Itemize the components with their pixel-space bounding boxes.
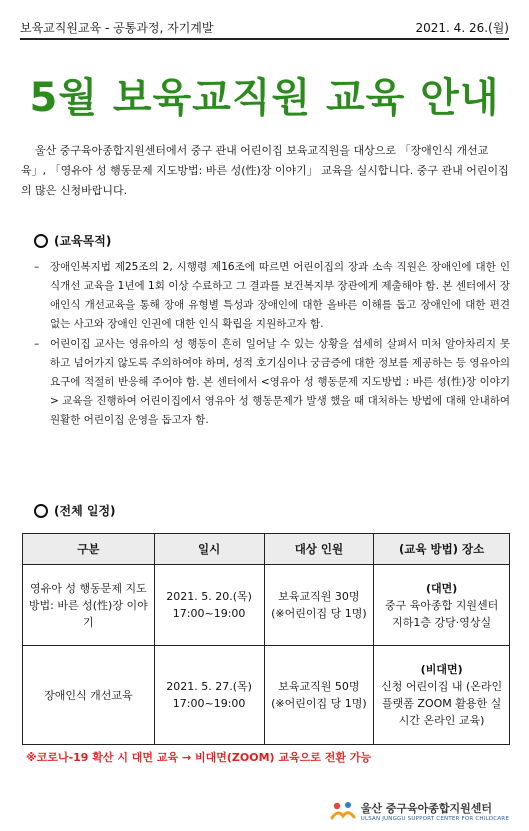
course-place xyxy=(374,646,510,745)
purpose-item xyxy=(34,258,510,334)
header-divider xyxy=(20,38,509,40)
course-datetime xyxy=(154,565,264,646)
dash-bullet-icon: – xyxy=(34,338,40,350)
purpose-item-text: 장애인복지법 제25조의 2, 시행령 제16조에 따르면 어린이집의 장과 소속 직원은 장애인에 대한 인식개선 교육을 1년에 1회 이상 수료하고 그 결과를 보건복지부 장관에게 제출해야 함. 본 센터에서 장애인식 개선교육을 통해 장애 유형별 특성과 장애인에 대한 올바른 이해를 돕고 장애인에 대한 편견 없는 사고와 장애인 인권에 대한 인식 확립을 지원하고자 함. xyxy=(50,261,510,330)
circle-bullet-icon xyxy=(34,234,48,248)
target-note: (※어린이집 당 1명) xyxy=(271,607,367,620)
course-target xyxy=(264,646,374,745)
place-text: 신청 어린이집 내 (온라인 플랫폼 ZOOM 활용한 실시간 온라인 교육) xyxy=(381,680,503,727)
center-logo-icon xyxy=(330,800,356,822)
purpose-heading xyxy=(34,232,111,249)
place-text: 중구 육아종합 지원센터 지하1층 강당·영상실 xyxy=(385,598,499,629)
center-logo xyxy=(330,800,509,822)
table-row xyxy=(23,646,510,745)
logo-subtitle: ULSAN JUNGGU SUPPORT CENTER FOR CHILDCARE xyxy=(360,816,509,822)
target-count: 보육교직원 30명 xyxy=(278,590,360,603)
purpose-item-text: 어린이집 교사는 영유아의 성 행동이 흔히 일어날 수 있는 상황을 섬세히 살펴서 미처 알아차리지 못하고 넘어가지 않도록 주의하여야 하며, 성적 호기심이나 궁금증에 대한 정보를 제공하는 등 영유아의 요구에 적절히 반응해 주어야 함. 본 센터에서 <영유아 성 행동문제 지도방법 : 바른 성(性)장 이야기> 교육을 진행하여 어린이집에서 영유아 성 행동문제가 발생 했을 때 대처하는 방법에 대해 안내하여 원활한 어린이집 운영을 돕고자 함. xyxy=(50,338,510,426)
table-header-row xyxy=(23,534,510,565)
course-time: 17:00~19:00 xyxy=(172,607,246,620)
dash-bullet-icon: – xyxy=(34,261,40,273)
course-date: 2021. 5. 27.(목) xyxy=(166,680,252,693)
table-row xyxy=(23,565,510,646)
course-time: 17:00~19:00 xyxy=(172,697,246,710)
document-header xyxy=(20,14,509,36)
logo-name: 울산 중구육아종합지원센터 xyxy=(360,802,493,815)
course-target xyxy=(264,565,374,646)
header-category: 보육교직원교육 - 공통과정, 자기계발 xyxy=(20,21,214,35)
target-count: 보육교직원 50명 xyxy=(278,680,360,693)
column-header: (교육 방법) 장소 xyxy=(374,534,510,565)
schedule-heading-text: (전체 일정) xyxy=(54,504,116,518)
covid-notice: ※코로나-19 확산 시 대면 교육 → 비대면(ZOOM) 교육으로 전환 가능 xyxy=(26,751,372,764)
course-datetime xyxy=(154,646,264,745)
schedule-heading xyxy=(34,502,116,519)
circle-bullet-icon xyxy=(34,504,48,518)
course-date: 2021. 5. 20.(목) xyxy=(166,590,252,603)
course-name: 장애인식 개선교육 xyxy=(23,646,155,745)
column-header: 구분 xyxy=(23,534,155,565)
purpose-item xyxy=(34,335,510,430)
education-mode: (비대면) xyxy=(420,663,463,676)
purpose-list xyxy=(34,258,510,431)
page-title: 5월 보육교직원 교육 안내 xyxy=(29,75,500,121)
column-header: 대상 인원 xyxy=(264,534,374,565)
schedule-table xyxy=(22,533,510,745)
course-name: 영유아 성 행동문제 지도방법: 바른 성(性)장 이야기 xyxy=(23,565,155,646)
course-place xyxy=(374,565,510,646)
purpose-heading-text: (교육목적) xyxy=(54,234,112,248)
header-date: 2021. 4. 26.(월) xyxy=(415,21,509,35)
intro-paragraph xyxy=(21,141,511,201)
intro-text: 울산 중구육아종합지원센터에서 중구 관내 어린이집 보육교직원을 대상으로 「장애인식 개선교육」, 「영유아 성 행동문제 지도방법: 바른 성(性)장 이야기」 교육을 실시합니다. 중구 관내 어린이집의 많은 신청바랍니다. xyxy=(21,144,509,197)
target-note: (※어린이집 당 1명) xyxy=(271,697,367,710)
column-header: 일시 xyxy=(154,534,264,565)
education-mode: (대면) xyxy=(425,581,458,595)
